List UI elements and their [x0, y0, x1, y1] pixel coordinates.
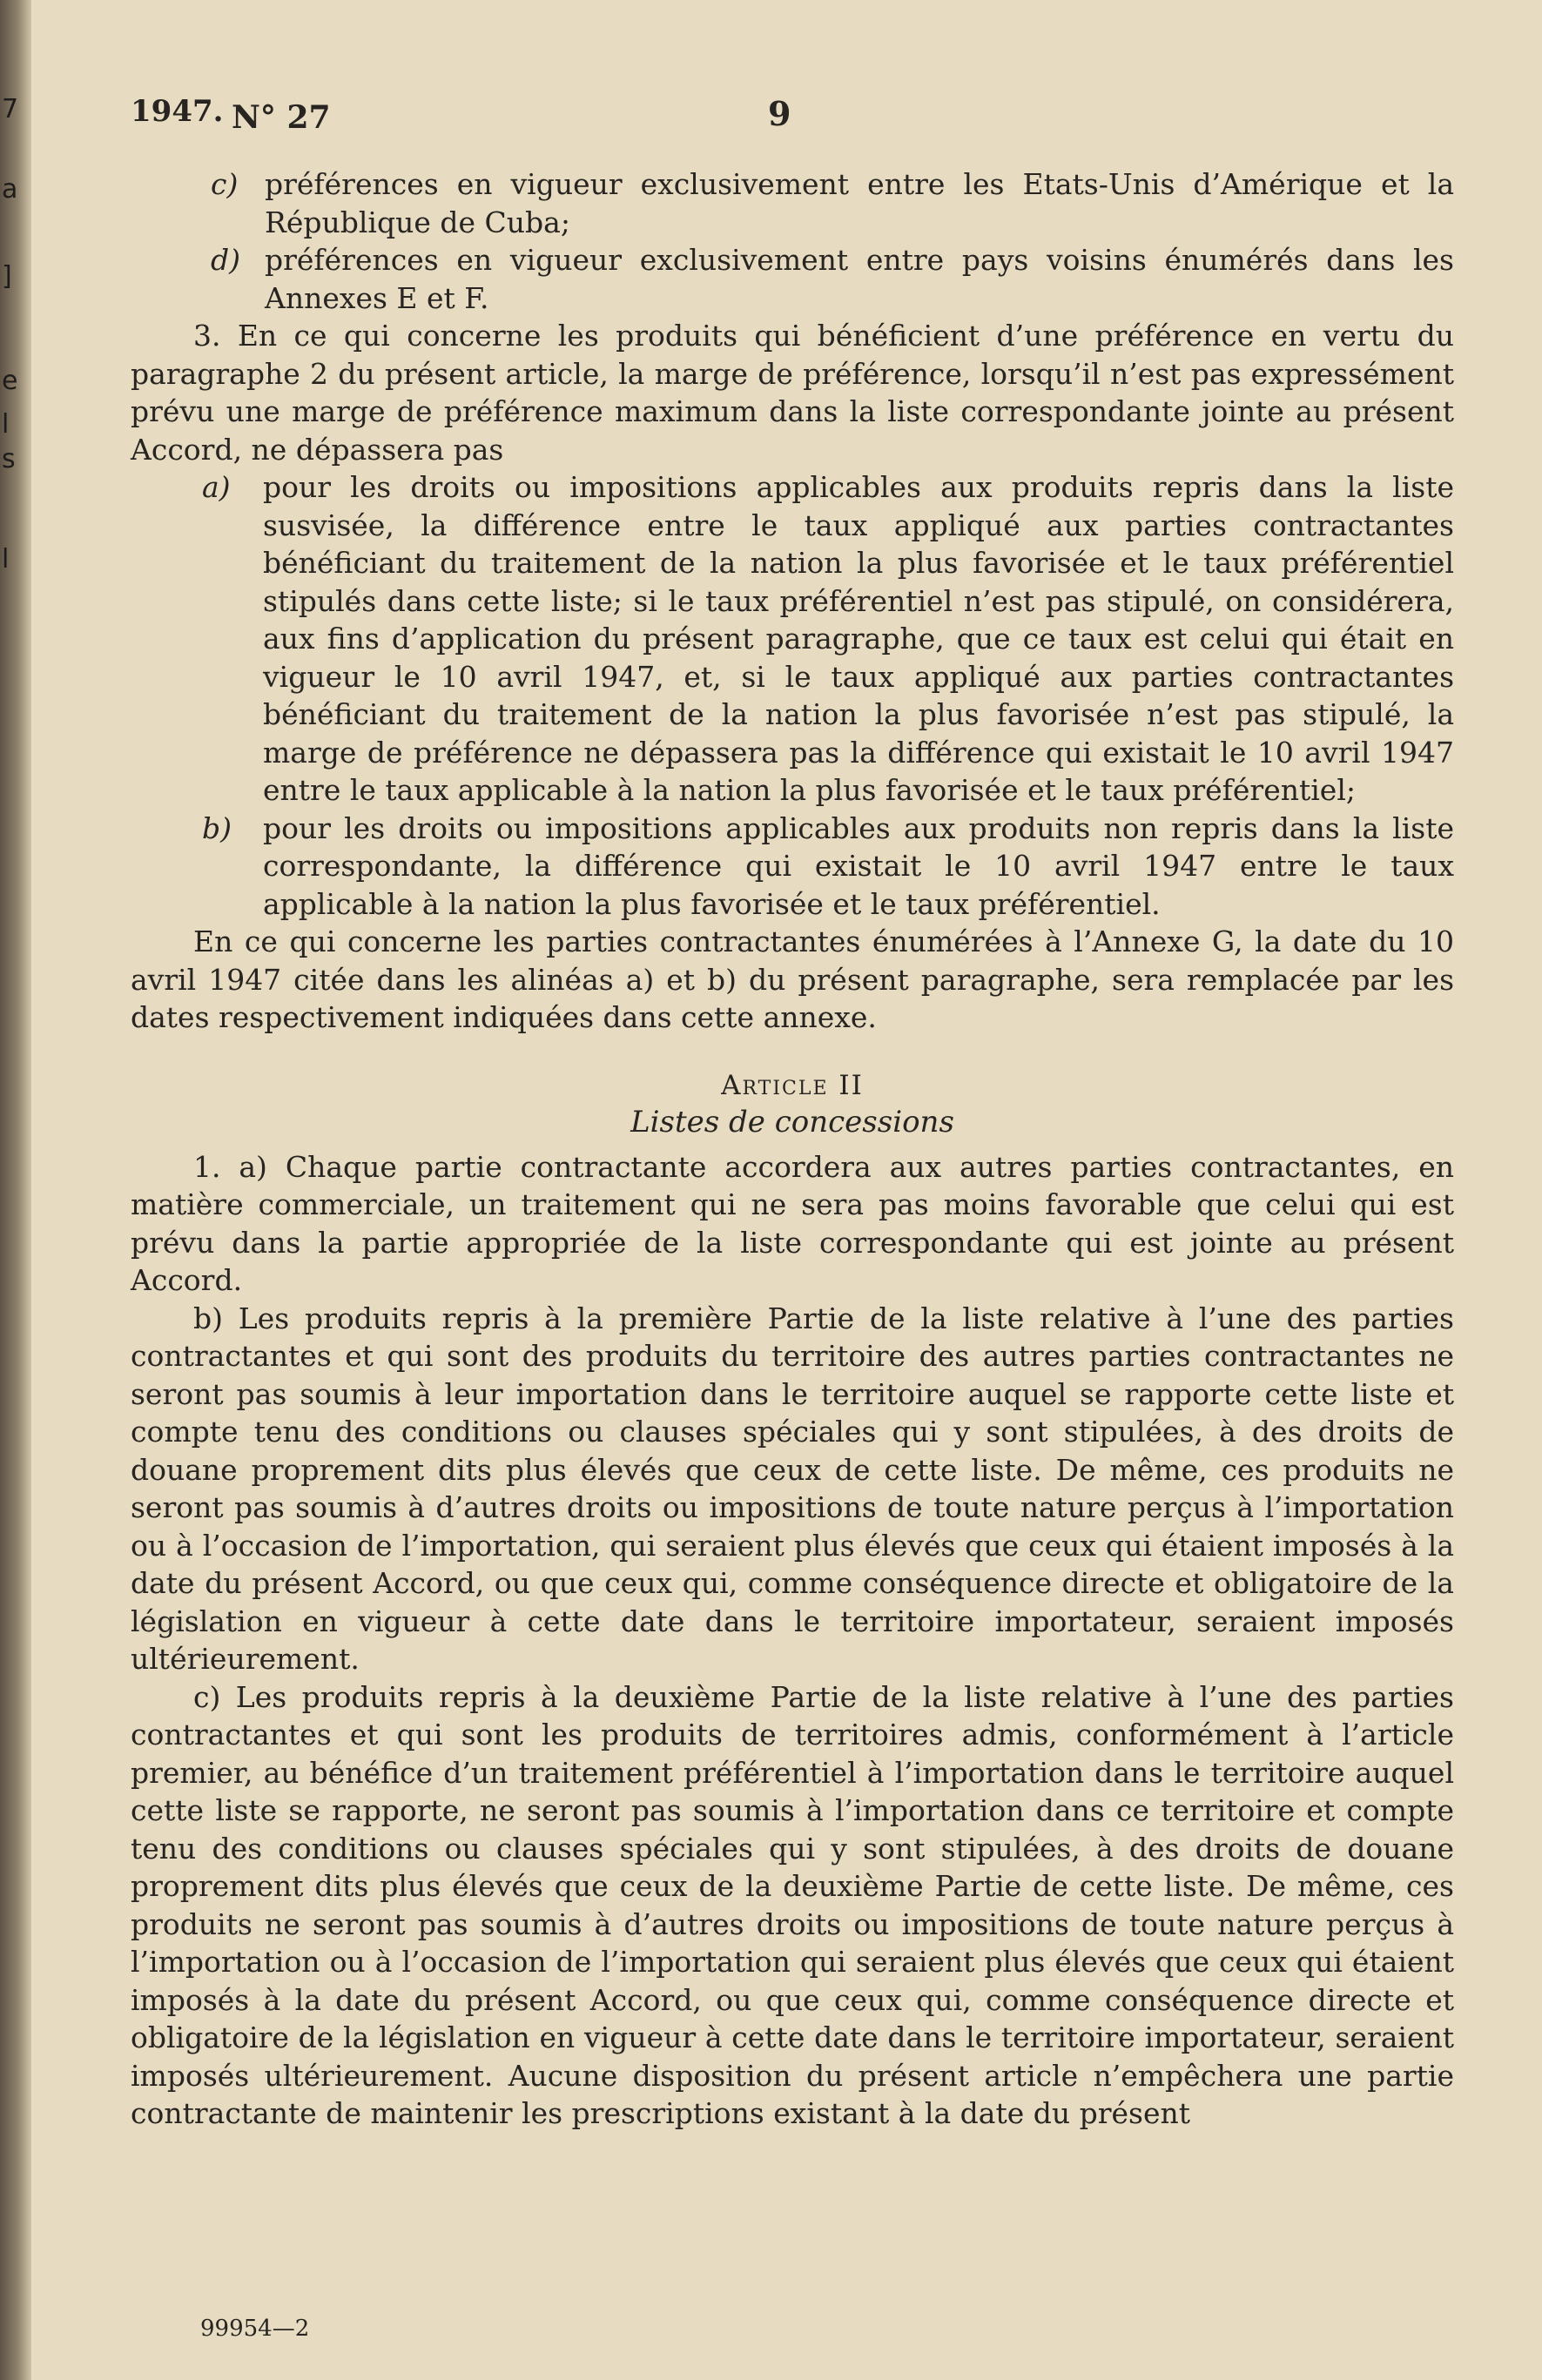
list-item-text: pour les droits ou impositions applicables aux produits non repris dans la liste correspondante, la différence qui existait le 10 avril 1947 entre le taux applicable à la nation la plus favorisée et le taux préférentiel. [263, 810, 1454, 921]
gutter-mark: l [2, 409, 10, 440]
paragraph-1b: b) Les produits repris à la première Partie de la liste relative à l’une des parties contractantes et qui sont des produits du territoire des autres parties contractantes ne seront pas soumis à leur importation dans le territoire auquel se rapporte cette liste et compte tenu des conditions ou clauses spéciales qui y sont stipulées, à des droits de douane proprement dits plus élevés que ceux de cette liste. De même, ces produits ne seront pas soumis à d’autres droits ou impositions de toute nature perçus à l’importation ou à l’occasion de l’importation, qui seraient plus élevés que ceux qui étaient imposés à la date du présent Accord, ou que ceux qui, comme conséquence directe et obligatoire de la législation en vigueur à cette date dans le territoire importateur, seraient imposés ultérieurement. [131, 1301, 1454, 1676]
list-item-a [131, 468, 1454, 810]
list-item-text: pour les droits ou impositions applicables aux produits repris dans la liste susvisée, la différence entre le taux appliqué aux parties contractantes bénéficiant du traitement de la nation la plus favorisée et le taux préférentiel stipulés dans cette liste; si le taux préférentiel n’est pas stipulé, on considérera, aux fins d’application du présent paragraphe, que ce taux est celui qui était en vigueur le 10 avril 1947, et, si le taux appliqué aux parties contractantes bénéficiant du traitement de la nation la plus favorisée n’est pas stipulé, la marge de préférence ne dépassera pas la différence qui existait le 10 avril 1947 entre le taux applicable à la nation la plus favorisée et le taux préférentiel; [263, 470, 1454, 807]
list-item-text: préférences en vigueur exclusivement entre les Etats-Unis d’Amérique et la République de Cuba; [265, 167, 1454, 239]
list-item-c [131, 165, 1454, 241]
list-item-label: d) [211, 243, 240, 277]
article-title: Article II [721, 1069, 864, 1101]
printer-signature: 99954—2 [200, 2316, 310, 2342]
list-item-label: b) [202, 810, 232, 845]
document-body [131, 165, 1454, 2133]
paragraph-annex-g: En ce qui concerne les parties contractantes énumérées à l’Annexe G, la date du 10 avril 1947 citée dans les alinéas a) et b) du présent paragraphe, sera remplacée par les dates respectivement indiquées dans cette annexe. [131, 924, 1454, 1034]
document-page [131, 0, 1454, 2380]
list-item-text: préférences en vigueur exclusivement entre pays voisins énumérés dans les Annexes E et F. [265, 243, 1454, 315]
list-item-label: a) [202, 470, 231, 504]
gutter-mark: ] [2, 261, 12, 292]
list-item-d [131, 241, 1454, 317]
paragraph-3-intro: 3. En ce qui concerne les produits qui bénéficient d’une préférence en vertu du paragraphe 2 du présent article, la marge de préférence, lorsqu’il n’est pas expressément prévu une marge de préférence maximum dans la liste correspondante jointe au présent Accord, ne dépassera pas [131, 319, 1454, 467]
page-number: 9 [768, 94, 791, 133]
list-item-label: c) [211, 167, 239, 201]
paragraph-1a: 1. a) Chaque partie contractante accordera aux autres parties contractantes, en matière commerciale, un traitement qui ne sera pas moins favorable que celui qui est prévu dans la partie appropriée de la liste correspondante qui est jointe au présent Accord. [131, 1149, 1454, 1297]
header-number: N° 27 [232, 99, 331, 136]
gutter-mark: a [2, 174, 18, 205]
book-gutter [0, 0, 31, 2380]
gutter-mark: l [2, 544, 10, 575]
gutter-mark: e [2, 366, 18, 396]
article-subtitle: Listes de concessions [630, 1104, 954, 1140]
list-item-b [131, 810, 1454, 924]
gutter-mark: s [2, 444, 16, 474]
paragraph-1c: c) Les produits repris à la deuxième Partie de la liste relative à l’une des parties contractantes et qui sont les produits de territoires admis, conformément à l’article premier, au bénéfice d’un traitement préférentiel à l’importation dans le territoire auquel cette liste se rapporte, ne seront pas soumis à l’importation dans ce territoire et compte tenu des conditions ou clauses spéciales qui y sont stipulées, à des droits de douane proprement dits plus élevés que ceux de la deuxième Partie de cette liste. De même, ces produits ne seront pas soumis à d’autres droits ou impositions de toute nature perçus à l’importation ou à l’occasion de l’importation qui seraient plus élevés que ceux qui étaient imposés à la date du présent Accord, ou que ceux qui, comme conséquence directe et obligatoire de la législation en vigueur à cette date dans le territoire importateur, seraient imposés ultérieurement. Aucune disposition du présent article n’empêchera une partie contractante de maintenir les prescriptions existant à la date du présent [131, 1679, 1454, 2130]
gutter-mark: 7 [2, 94, 19, 124]
header-year: 1947. [131, 94, 224, 129]
